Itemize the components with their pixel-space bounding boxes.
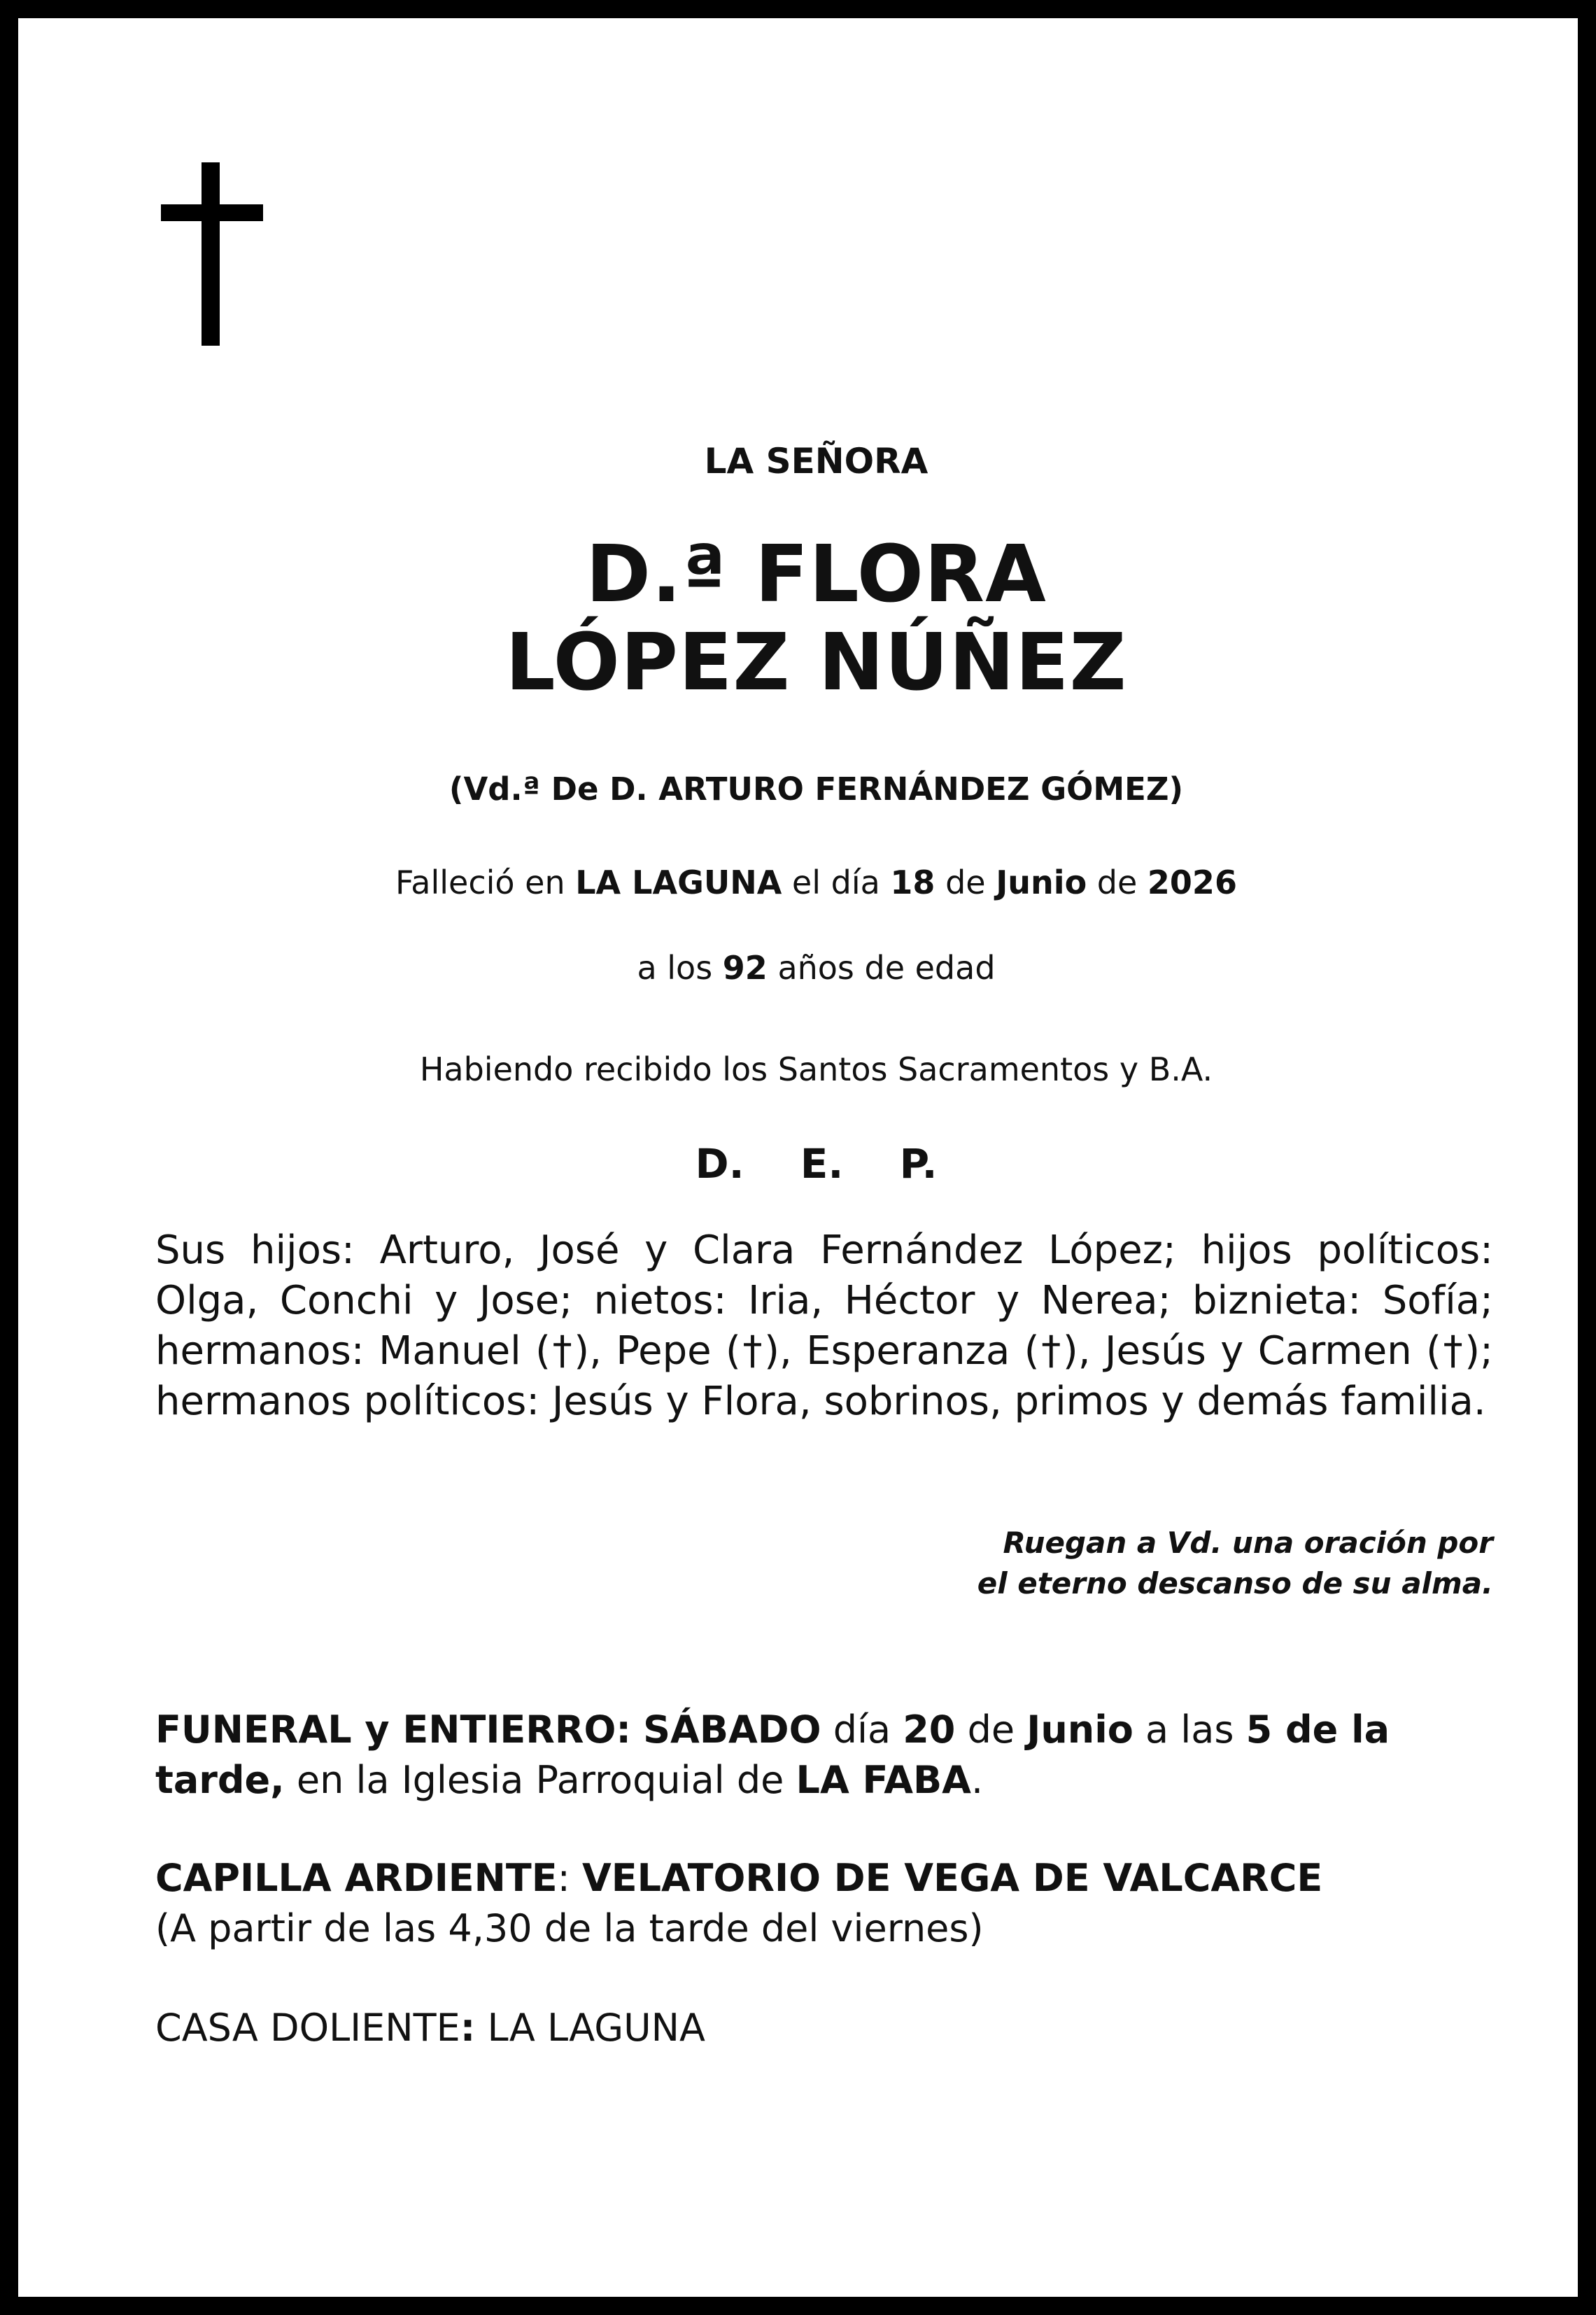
funeral-text-1: día xyxy=(833,1708,891,1752)
funeral-text-2: de xyxy=(967,1708,1015,1752)
death-text-1: el día xyxy=(791,864,880,901)
funeral-month: Junio xyxy=(1026,1708,1134,1752)
family-paragraph: Sus hijos: Arturo, José y Clara Fernández López; hijos políticos: Olga, Conchi y Jose; nietos: Iria, Héctor y Nerea; biznieta: Sofía; hermanos: Manuel (†), Pepe (†), Esperanza (†), Jesús y Carmen (†); hermanos políticos: Jesús y Flora, sobrinos, primos y demás familia. xyxy=(155,1227,1493,1424)
latin-cross-icon xyxy=(161,162,263,346)
funeral-day: 20 xyxy=(903,1708,956,1752)
death-month: Junio xyxy=(996,864,1087,901)
funeral-church: LA FABA xyxy=(796,1758,971,1802)
death-line xyxy=(18,864,1596,901)
sacraments-line: Habiendo recibido los Santos Sacramentos y B.A. xyxy=(419,1050,1213,1088)
prayer-line1: Ruegan a Vd. una oración por xyxy=(1003,1526,1493,1560)
age-years: 92 xyxy=(722,949,768,987)
funeral-info xyxy=(155,1705,1506,1806)
house-place: LA LAGUNA xyxy=(487,2006,705,2050)
chapel-place: VELATORIO DE VEGA DE VALCARCE xyxy=(581,1856,1323,1900)
death-year: 2026 xyxy=(1147,864,1237,901)
house-info xyxy=(155,2003,1506,2053)
dep-line: D. E. P. xyxy=(695,1140,938,1188)
funeral-end: . xyxy=(970,1758,984,1802)
funeral-text-3: a las xyxy=(1145,1708,1234,1752)
deceased-name-line2: LÓPEZ NÚÑEZ xyxy=(505,617,1127,708)
deceased-name xyxy=(18,530,1596,707)
funeral-text-4: en la Iglesia Parroquial de xyxy=(296,1758,784,1802)
chapel-label: CAPILLA ARDIENTE xyxy=(155,1856,558,1900)
age-prefix: a los xyxy=(637,949,713,987)
age-line xyxy=(18,949,1596,987)
chapel-line xyxy=(155,1853,1506,1904)
prayer-request xyxy=(858,1523,1493,1604)
death-place: LA LAGUNA xyxy=(575,864,782,901)
funeral-weekday: SÁBADO xyxy=(643,1708,821,1752)
chapel-note: (A partir de las 4,30 de la tarde del viernes) xyxy=(155,1906,984,1950)
chapel-info xyxy=(155,1853,1506,1954)
house-label: CASA DOLIENTE xyxy=(155,2006,460,2050)
age-suffix: años de edad xyxy=(777,949,996,987)
prayer-line2: el eterno descanso de su alma. xyxy=(977,1566,1493,1600)
funeral-time: 5 de la tarde, xyxy=(155,1708,1390,1802)
death-prefix: Falleció en xyxy=(395,864,565,901)
deceased-name-line1: D.ª FLORA xyxy=(586,529,1047,620)
funeral-label: FUNERAL y ENTIERRO: xyxy=(155,1708,631,1752)
widow-of-line: (Vd.ª De D. ARTURO FERNÁNDEZ GÓMEZ) xyxy=(449,771,1184,808)
death-text-3: de xyxy=(1096,864,1138,901)
chapel-colon: : xyxy=(557,1856,570,1900)
death-text-2: de xyxy=(945,864,986,901)
lead-title: LA SEÑORA xyxy=(704,441,928,481)
house-colon: : xyxy=(460,2006,476,2050)
death-day: 18 xyxy=(890,864,935,901)
